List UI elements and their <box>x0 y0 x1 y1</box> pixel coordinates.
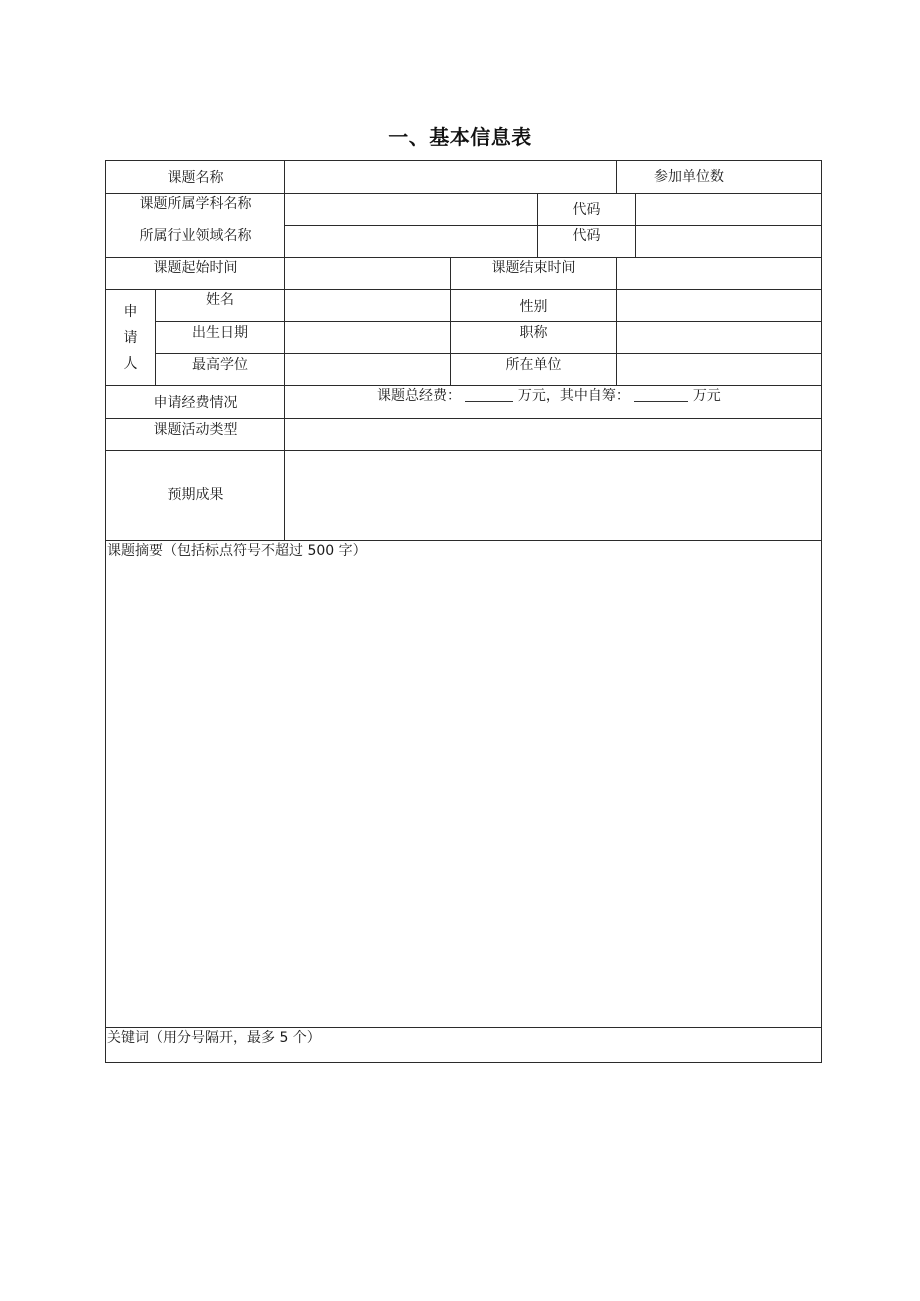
discipline-code-label: 代码 <box>572 202 601 218</box>
table-right-border <box>821 160 822 1063</box>
funding-total-input[interactable] <box>465 389 513 402</box>
column-divider <box>616 257 617 386</box>
row-divider <box>105 193 822 194</box>
end-time-label: 课题结束时间 <box>491 260 576 276</box>
birth-date-field[interactable] <box>286 323 449 352</box>
expected-results-label: 预期成果 <box>167 487 224 503</box>
row-divider <box>105 540 822 541</box>
activity-type-label: 课题活动类型 <box>153 422 238 438</box>
row-divider <box>105 1027 822 1028</box>
degree-label: 最高学位 <box>192 357 248 373</box>
row-divider <box>105 385 822 386</box>
row-divider <box>105 289 822 290</box>
title-field[interactable] <box>618 323 820 352</box>
unit-field[interactable] <box>618 355 820 384</box>
industry-code-field[interactable] <box>637 227 820 256</box>
row-divider <box>155 353 822 354</box>
expected-results-field[interactable] <box>286 452 820 539</box>
discipline-name-label: 课题所属学科名称 <box>139 196 252 212</box>
column-divider <box>635 193 636 258</box>
funding-label: 申请经费情况 <box>153 395 238 411</box>
unit-label: 所在单位 <box>505 357 562 373</box>
abstract-field[interactable] <box>107 562 820 1025</box>
discipline-code-field[interactable] <box>637 195 820 224</box>
row-divider <box>155 321 822 322</box>
name-field[interactable] <box>286 291 449 320</box>
industry-name-field[interactable] <box>286 227 536 256</box>
degree-field[interactable] <box>286 355 449 384</box>
birth-date-label: 出生日期 <box>192 325 248 341</box>
participant-units-field[interactable] <box>763 162 820 192</box>
funding-self-input[interactable] <box>634 389 688 402</box>
funding-self-unit: 万元 <box>692 388 721 404</box>
activity-type-field[interactable] <box>286 420 820 449</box>
title-label: 职称 <box>519 325 548 341</box>
keywords-field[interactable] <box>333 1029 820 1060</box>
applicant-label-char: 人 <box>123 356 138 372</box>
row-divider <box>105 418 822 419</box>
applicant-label-char: 请 <box>123 330 138 346</box>
project-name-label: 课题名称 <box>167 170 224 186</box>
abstract-label: 课题摘要（包括标点符号不超过 500 字） <box>107 543 367 559</box>
name-label: 姓名 <box>206 292 234 308</box>
page-title: 一、基本信息表 <box>388 125 532 149</box>
keywords-label: 关键词（用分号隔开，最多 5 个） <box>107 1030 321 1046</box>
funding-summary <box>377 388 817 404</box>
funding-total-prefix: 课题总经费： <box>377 388 461 404</box>
table-top-border <box>105 160 822 161</box>
table-bottom-border <box>105 1062 822 1063</box>
project-name-field[interactable] <box>286 162 615 192</box>
column-divider <box>284 160 285 541</box>
funding-total-unit: 万元，其中自筹： <box>517 388 630 404</box>
row-divider <box>105 257 822 258</box>
row-divider <box>285 225 822 226</box>
applicant-label-char: 申 <box>123 304 138 320</box>
row-divider <box>105 450 822 451</box>
industry-name-label: 所属行业领域名称 <box>139 228 252 244</box>
participant-units-label: 参加单位数 <box>654 169 724 185</box>
start-time-field[interactable] <box>286 259 449 288</box>
industry-code-label: 代码 <box>572 228 601 244</box>
applicant-label <box>106 292 155 384</box>
end-time-field[interactable] <box>618 259 820 288</box>
gender-label: 性别 <box>519 299 548 315</box>
discipline-name-field[interactable] <box>286 195 536 224</box>
gender-field[interactable] <box>618 291 820 320</box>
start-time-label: 课题起始时间 <box>153 260 238 276</box>
